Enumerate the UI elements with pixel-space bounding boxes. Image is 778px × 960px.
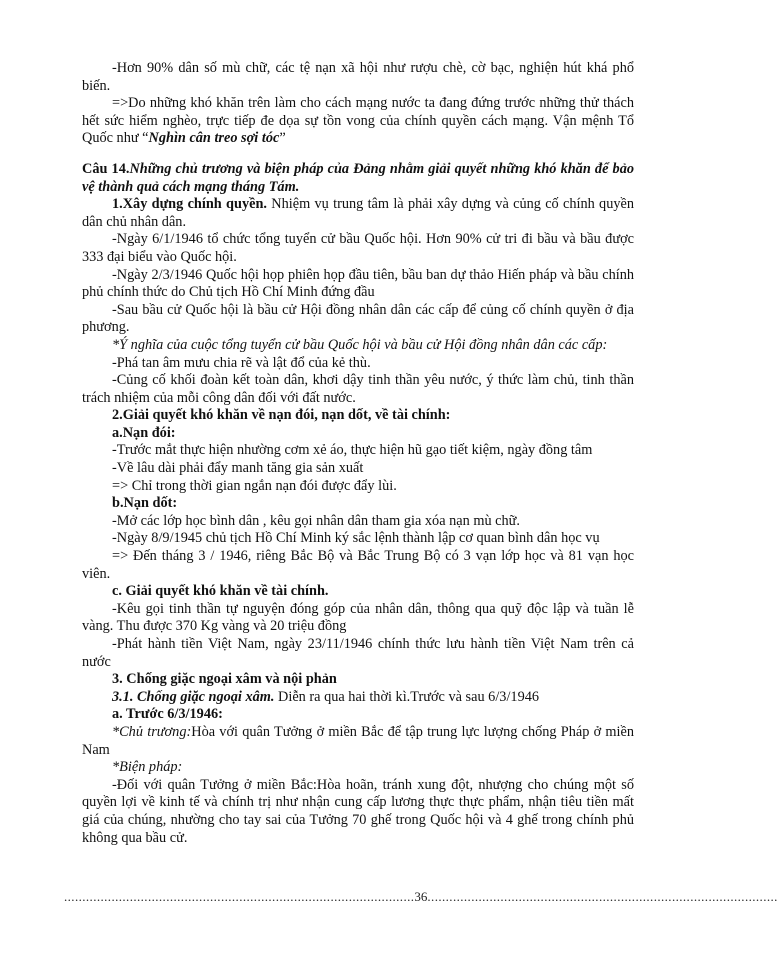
measures-label: *Biện pháp: <box>112 759 183 776</box>
illiteracy-item: -Ngày 8/9/1945 chủ tịch Hồ Chí Minh ký sắc lệnh thành lập cơ quan bình dân học vụ <box>112 530 600 547</box>
finance-title: c. Giải quyết khó khăn về tài chính. <box>112 583 329 600</box>
closing-quote-mark: ” <box>279 130 286 147</box>
policy-label: *Chủ trương: <box>112 723 192 740</box>
page-body <box>82 60 634 847</box>
paragraph-illiteracy: -Hơn 90% dân số mù chữ, các tệ nạn xã hội như rượu chè, cờ bạc, nghiện hút khá phổ biến. <box>82 60 634 94</box>
footer-dots-left: ................................................................................................ <box>64 889 415 904</box>
famine-title: a.Nạn đói: <box>112 424 176 441</box>
measures-text: -Đối với quân Tưởng ở miền Bắc:Hòa hoãn, tránh xung đột, nhượng cho chúng một số quyền lợi về kinh tế và chính trị như nhận cung cấp lương thực thực phẩm, nhận tiêu tiền mất giá của chúng, nhường cho tay sai của Tưởng 70 ghế trong Quốc hội và 4 ghế trong chính phủ không qua bầu cử. <box>82 776 634 846</box>
before-march-title: a. Trước 6/3/1946: <box>112 706 223 723</box>
section-2-heading: 2.Giải quyết khó khăn về nạn đói, nạn dốt, về tài chính: <box>112 407 451 424</box>
page-number: 36 <box>414 889 428 904</box>
page-footer <box>64 889 778 905</box>
question-title: Những chủ trương và biện pháp của Đảng nhằm giải quyết những khó khăn để bảo vệ thành quả cách mạng tháng Tám. <box>82 160 634 195</box>
famine-item: -Trước mắt thực hiện nhường cơm xẻ áo, thực hiện hũ gạo tiết kiệm, ngày đồng tâm <box>112 442 593 459</box>
policy-text: Hòa với quân Tưởng ở miền Bắc để tập trung lực lượng chống Pháp ở miền Nam <box>82 723 635 758</box>
meaning-title: *Ý nghĩa của cuộc tổng tuyển cử bầu Quốc hội và bầu cử Hội đồng nhân dân các cấp: <box>112 336 608 353</box>
famine-item: => Chỉ trong thời gian ngắn nạn đói được đẩy lùi. <box>112 477 397 494</box>
section-3-heading: 3. Chống giặc ngoại xâm và nội phản <box>112 671 337 688</box>
section-3-1-intro: Diễn ra qua hai thời kì.Trước và sau 6/3/1946 <box>274 688 540 705</box>
section-1-item: -Ngày 6/1/1946 tổ chức tổng tuyển cử bầu Quốc hội. Hơn 90% cử tri đi bầu và bầu được 333 đại biểu vào Quốc hội. <box>82 231 634 265</box>
finance-item: -Phát hành tiền Việt Nam, ngày 23/11/1946 chính thức lưu hành tiền Việt Nam trên cả nước <box>82 636 634 670</box>
section-1-item: -Ngày 2/3/1946 Quốc hội họp phiên họp đầu tiên, bầu ban dự thảo Hiến pháp và bầu chính phủ chính thức do Chủ tịch Hồ Chí Minh đứng đầu <box>82 266 634 301</box>
section-3-1-heading <box>82 689 634 707</box>
illiteracy-title: b.Nạn dốt: <box>112 495 178 512</box>
famine-item: -Về lâu dài phải đẩy manh tăng gia sản xuất <box>112 460 364 477</box>
paragraph-conclusion <box>82 95 634 148</box>
section-1-item: -Sau bầu cử Quốc hội là bầu cử Hội đồng nhân dân các cấp để củng cố chính quyền ở địa phương. <box>82 301 634 336</box>
meaning-item: -Phá tan âm mưu chia rẽ và lật đổ của kẻ thù. <box>112 354 371 371</box>
section-3-1-title: 3.1. Chống giặc ngoại xâm. <box>112 688 275 705</box>
idiom-quote: Nghìn cân treo sợi tóc <box>148 130 280 147</box>
meaning-item: -Củng cố khối đoàn kết toàn dân, khơi dậy tinh thần yêu nước, ý thức làm chủ, tinh thần trách nhiệm của mỗi công dân đối với đất nước. <box>82 372 634 406</box>
conclusion-text: =>Do những khó khăn trên làm cho cách mạng nước ta đang đứng trước những thử thách hết sức hiểm nghèo, trực tiếp đe dọa sự tồn vong của chính quyền cách mạng. Vận mệnh Tổ Quốc như “ <box>82 95 634 147</box>
section-1-heading <box>82 196 634 231</box>
finance-item: -Kêu gọi tinh thần tự nguyện đóng góp của nhân dân, thông qua quỹ độc lập và tuần lễ vàng. Thu được 370 Kg vàng và 20 triệu đồng <box>82 600 634 635</box>
footer-dots-right: ................................................................................................ <box>427 889 778 904</box>
section-1-title: 1.Xây dựng chính quyền. <box>112 196 267 213</box>
illiteracy-item: => Đến tháng 3 / 1946, riêng Bắc Bộ và Bắc Trung Bộ có 3 vạn lớp học và 81 vạn học viên. <box>82 548 634 582</box>
section-1-intro: Nhiệm vụ trung tâm là phải xây dựng và củng cố chính quyền dân chủ nhân dân. <box>82 196 634 230</box>
question-heading <box>82 161 634 196</box>
question-label: Câu 14. <box>82 160 130 177</box>
policy-paragraph <box>82 724 634 759</box>
illiteracy-item: -Mở các lớp học bình dân , kêu gọi nhân dân tham gia xóa nạn mù chữ. <box>112 512 520 529</box>
